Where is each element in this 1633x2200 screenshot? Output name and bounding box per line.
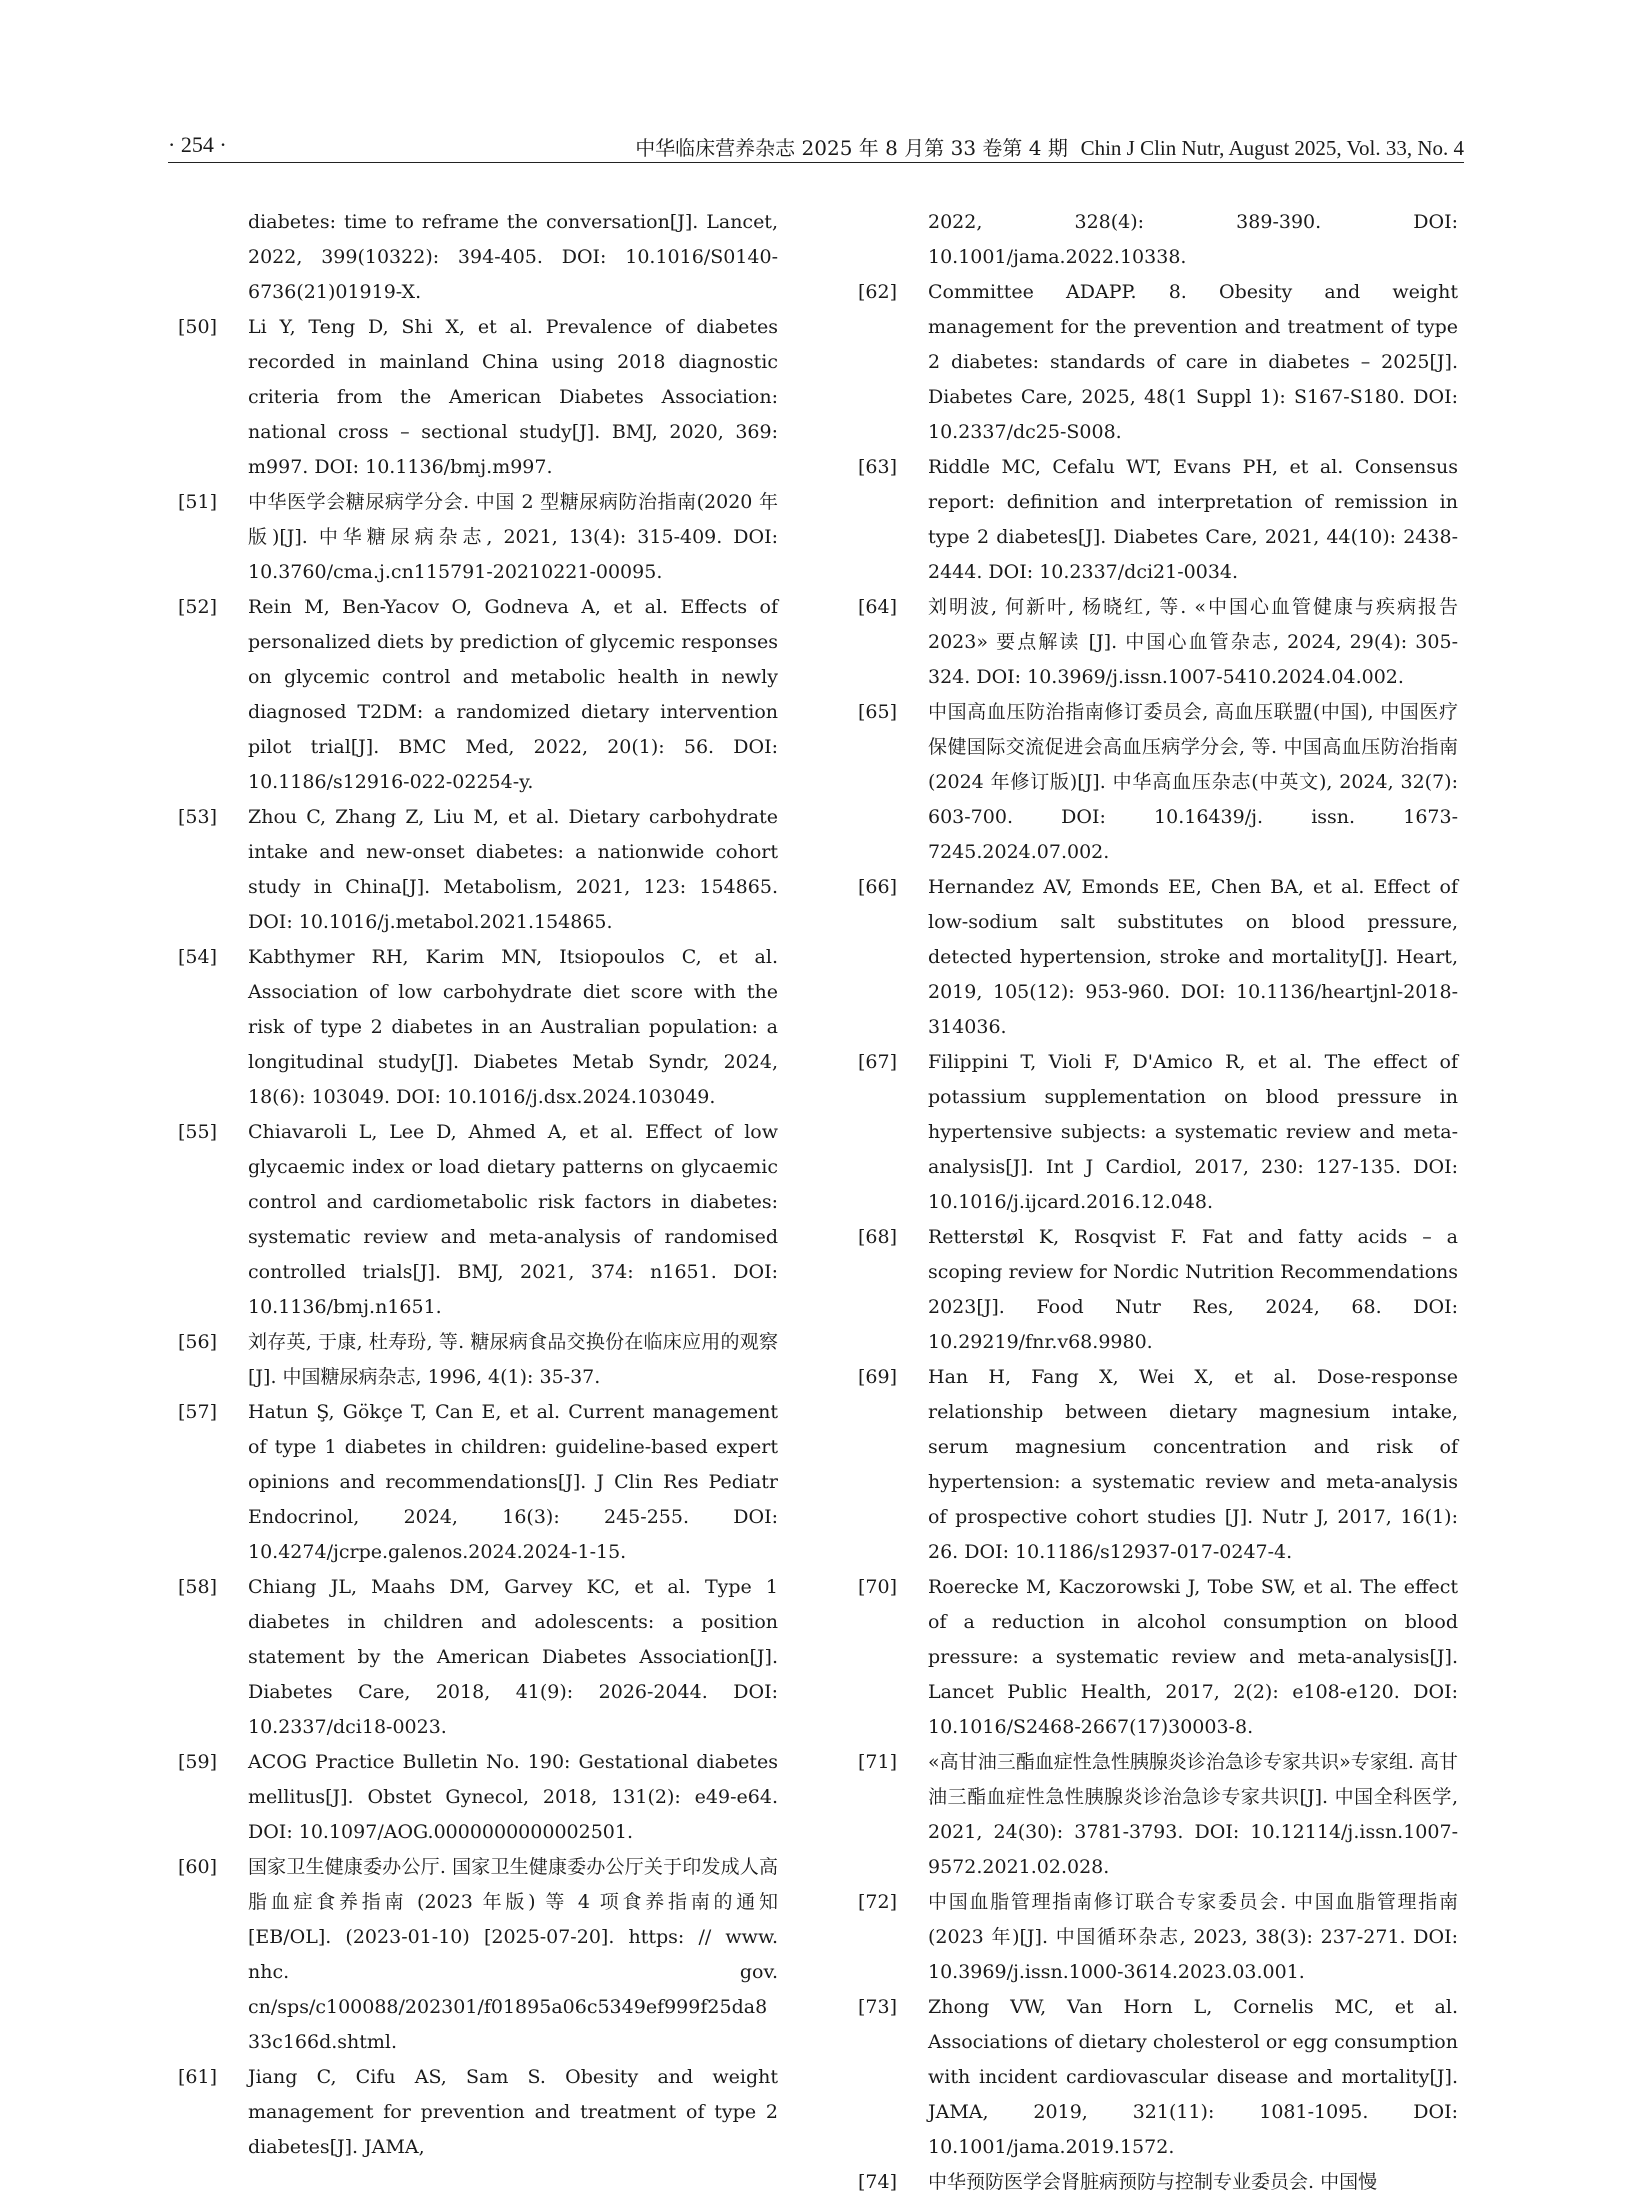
reference-number: [60] [178, 1856, 218, 1878]
reference-list-left [178, 310, 778, 2165]
reference-entry [858, 2165, 1458, 2200]
reference-entry [858, 275, 1458, 450]
journal-citation [635, 132, 1464, 161]
reference-number: [56] [178, 1331, 218, 1353]
reference-text: Committee ADAPP. 8. Obesity and weight management for the prevention and treatment of type 2 diabetes: standards of care in diabetes – 2025[J]. Diabetes Care, 2025, 48(1 Suppl 1): S167-S180. DOI: 10.2337/dc25-S008. [928, 281, 1458, 443]
reference-number: [51] [178, 491, 218, 513]
reference-text: Rein M, Ben-Yacov O, Godneva A, et al. Effects of personalized diets by prediction of glycemic responses on glycemic control and metabolic health in newly diagnosed T2DM: a randomized dietary intervention pilot trial[J]. BMC Med, 2022, 20(1): 56. DOI: 10.1186/s12916-022-02254-y. [248, 596, 778, 793]
reference-text: 国家卫生健康委办公厅. 国家卫生健康委办公厅关于印发成人高脂血症食养指南 (2023 年版) 等 4 项食养指南的通知 [EB/OL]. (2023-01-10) [2025-07-20]. https: // www. nhc. gov. cn/sps/c100088/202301/f01895a06c5349ef999f25da833c166d.shtml. [248, 1856, 778, 2053]
reference-number: [72] [858, 1891, 898, 1913]
reference-number: [67] [858, 1051, 898, 1073]
reference-entry [858, 1745, 1458, 1885]
reference-text: Riddle MC, Cefalu WT, Evans PH, et al. Consensus report: definition and interpretation of remission in type 2 diabetes[J]. Diabetes Care, 2021, 44(10): 2438-2444. DOI: 10.2337/dci21-0034. [928, 456, 1458, 583]
page-number: · 254 · [168, 132, 227, 157]
reference-number: [74] [858, 2171, 898, 2193]
reference-text: 中国高血压防治指南修订委员会, 高血压联盟(中国), 中国医疗保健国际交流促进会高血压病学分会, 等. 中国高血压防治指南(2024 年修订版)[J]. 中华高血压杂志(中英文), 2024, 32(7): 603-700. DOI: 10.16439/j. issn. 1673-7245.2024.07.002. [928, 701, 1458, 863]
reference-number: [50] [178, 316, 218, 338]
reference-number: [73] [858, 1996, 898, 2018]
reference-entry [858, 450, 1458, 590]
reference-text: Retterstøl K, Rosqvist F. Fat and fatty acids – a scoping review for Nordic Nutrition Recommendations 2023[J]. Food Nutr Res, 2024, 68. DOI: 10.29219/fnr.v68.9980. [928, 1226, 1458, 1353]
reference-list-right [858, 275, 1458, 2200]
reference-number: [64] [858, 596, 898, 618]
reference-text: Kabthymer RH, Karim MN, Itsiopoulos C, et al. Association of low carbohydrate diet score with the risk of type 2 diabetes in an Australian population: a longitudinal study[J]. Diabetes Metab Syndr, 2024, 18(6): 103049. DOI: 10.1016/j.dsx.2024.103049. [248, 946, 778, 1108]
reference-entry [178, 590, 778, 800]
reference-column-right [858, 205, 1458, 2200]
reference-entry [858, 1360, 1458, 1570]
journal-citation-en: Chin J Clin Nutr, August 2025, Vol. 33, No. 4 [1080, 136, 1464, 160]
reference-text: ACOG Practice Bulletin No. 190: Gestational diabetes mellitus[J]. Obstet Gynecol, 2018, 131(2): e49-e64. DOI: 10.1097/AOG.0000000000002501. [248, 1751, 778, 1843]
reference-entry [858, 1220, 1458, 1360]
reference-text: Zhong VW, Van Horn L, Cornelis MC, et al. Associations of dietary cholesterol or egg consumption with incident cardiovascular disease and mortality[J]. JAMA, 2019, 321(11): 1081-1095. DOI: 10.1001/jama.2019.1572. [928, 1996, 1458, 2158]
reference-text: 刘明波, 何新叶, 杨晓红, 等. «中国心血管健康与疾病报告 2023» 要点解读 [J]. 中国心血管杂志, 2024, 29(4): 305-324. DOI: 10.3969/j.issn.1007-5410.2024.04.002. [928, 596, 1458, 688]
reference-entry [178, 800, 778, 940]
reference-number: [53] [178, 806, 218, 828]
reference-continuation [858, 205, 1458, 275]
reference-number: [62] [858, 281, 898, 303]
reference-entry [178, 1395, 778, 1570]
reference-entry [858, 1045, 1458, 1220]
reference-continuation [178, 205, 778, 310]
reference-entry [178, 1570, 778, 1745]
reference-entry [178, 1850, 778, 2060]
reference-number: [66] [858, 876, 898, 898]
reference-text: Zhou C, Zhang Z, Liu M, et al. Dietary carbohydrate intake and new-onset diabetes: a nationwide cohort study in China[J]. Metabolism, 2021, 123: 154865. DOI: 10.1016/j.metabol.2021.154865. [248, 806, 778, 933]
reference-text: Chiang JL, Maahs DM, Garvey KC, et al. Type 1 diabetes in children and adolescents: a position statement by the American Diabetes Association[J]. Diabetes Care, 2018, 41(9): 2026-2044. DOI: 10.2337/dci18-0023. [248, 1576, 778, 1738]
reference-number: [71] [858, 1751, 898, 1773]
reference-entry [178, 1325, 778, 1395]
reference-text: Hernandez AV, Emonds EE, Chen BA, et al. Effect of low-sodium salt substitutes on blood pressure, detected hypertension, stroke and mortality[J]. Heart, 2019, 105(12): 953-960. DOI: 10.1136/heartjnl-2018-314036. [928, 876, 1458, 1038]
reference-text: Li Y, Teng D, Shi X, et al. Prevalence of diabetes recorded in mainland China using 2018 diagnostic criteria from the American Diabetes Association: national cross – sectional study[J]. BMJ, 2020, 369: m997. DOI: 10.1136/bmj.m997. [248, 316, 778, 478]
reference-entry [178, 310, 778, 485]
reference-number: [52] [178, 596, 218, 618]
reference-number: [68] [858, 1226, 898, 1248]
reference-text: Jiang C, Cifu AS, Sam S. Obesity and weight management for prevention and treatment of type 2 diabetes[J]. JAMA, [248, 2066, 778, 2158]
reference-entry [178, 2060, 778, 2165]
reference-entry [858, 1990, 1458, 2165]
reference-column-left [178, 205, 778, 2165]
reference-number: [54] [178, 946, 218, 968]
reference-text: Hatun Ş, Gökçe T, Can E, et al. Current management of type 1 diabetes in children: guideline-based expert opinions and recommendations[J]. J Clin Res Pediatr Endocrinol, 2024, 16(3): 245-255. DOI: 10.4274/jcrpe.galenos.2024.2024-1-15. [248, 1401, 778, 1563]
reference-text: Filippini T, Violi F, D'Amico R, et al. The effect of potassium supplementation on blood pressure in hypertensive subjects: a systematic review and meta-analysis[J]. Int J Cardiol, 2017, 230: 127-135. DOI: 10.1016/j.ijcard.2016.12.048. [928, 1051, 1458, 1213]
reference-number: [61] [178, 2066, 218, 2088]
reference-text: Han H, Fang X, Wei X, et al. Dose-response relationship between dietary magnesium intake, serum magnesium concentration and risk of hypertension: a systematic review and meta-analysis of prospective cohort studies [J]. Nutr J, 2017, 16(1): 26. DOI: 10.1186/s12937-017-0247-4. [928, 1366, 1458, 1563]
reference-text: 2022, 328(4): 389-390. DOI: 10.1001/jama.2022.10338. [928, 211, 1458, 268]
reference-number: [58] [178, 1576, 218, 1598]
reference-entry [858, 695, 1458, 870]
reference-entry [178, 1745, 778, 1850]
reference-entry [178, 485, 778, 590]
reference-entry [178, 1115, 778, 1325]
reference-text: 刘存英, 于康, 杜寿玢, 等. 糖尿病食品交换份在临床应用的观察[J]. 中国糖尿病杂志, 1996, 4(1): 35-37. [248, 1331, 778, 1388]
reference-text: Chiavaroli L, Lee D, Ahmed A, et al. Effect of low glycaemic index or load dietary patterns on glycaemic control and cardiometabolic risk factors in diabetes: systematic review and meta-analysis of randomised controlled trials[J]. BMJ, 2021, 374: n1651. DOI: 10.1136/bmj.n1651. [248, 1121, 778, 1318]
reference-number: [55] [178, 1121, 218, 1143]
reference-entry [858, 1885, 1458, 1990]
reference-number: [63] [858, 456, 898, 478]
journal-citation-cn: 中华临床营养杂志 2025 年 8 月第 33 卷第 4 期 [635, 136, 1068, 160]
reference-number: [57] [178, 1401, 218, 1423]
reference-text: 中华医学会糖尿病学分会. 中国 2 型糖尿病防治指南(2020 年版)[J]. 中华糖尿病杂志, 2021, 13(4): 315-409. DOI: 10.3760/cma.j.cn115791-20210221-00095. [248, 491, 778, 583]
reference-number: [59] [178, 1751, 218, 1773]
reference-number: [65] [858, 701, 898, 723]
reference-entry [858, 590, 1458, 695]
reference-number: [69] [858, 1366, 898, 1388]
reference-text: «高甘油三酯血症性急性胰腺炎诊治急诊专家共识»专家组. 高甘油三酯血症性急性胰腺炎诊治急诊专家共识[J]. 中国全科医学, 2021, 24(30): 3781-3793. DOI: 10.12114/j.issn.1007-9572.2021.02.028. [928, 1751, 1458, 1878]
reference-entry [858, 1570, 1458, 1745]
reference-text: Roerecke M, Kaczorowski J, Tobe SW, et al. The effect of a reduction in alcohol consumption on blood pressure: a systematic review and meta-analysis[J]. Lancet Public Health, 2017, 2(2): e108-e120. DOI: 10.1016/S2468-2667(17)30003-8. [928, 1576, 1458, 1738]
reference-entry [858, 870, 1458, 1045]
reference-number: [70] [858, 1576, 898, 1598]
reference-text: 中华预防医学会肾脏病预防与控制专业委员会. 中国慢 [928, 2171, 1378, 2193]
running-header [168, 128, 1464, 163]
reference-text: diabetes: time to reframe the conversation[J]. Lancet, 2022, 399(10322): 394-405. DOI: 10.1016/S0140-6736(21)01919-X. [248, 211, 778, 303]
reference-entry [178, 940, 778, 1115]
reference-text: 中国血脂管理指南修订联合专家委员会. 中国血脂管理指南(2023 年)[J]. 中国循环杂志, 2023, 38(3): 237-271. DOI: 10.3969/j.issn.1000-3614.2023.03.001. [928, 1891, 1458, 1983]
